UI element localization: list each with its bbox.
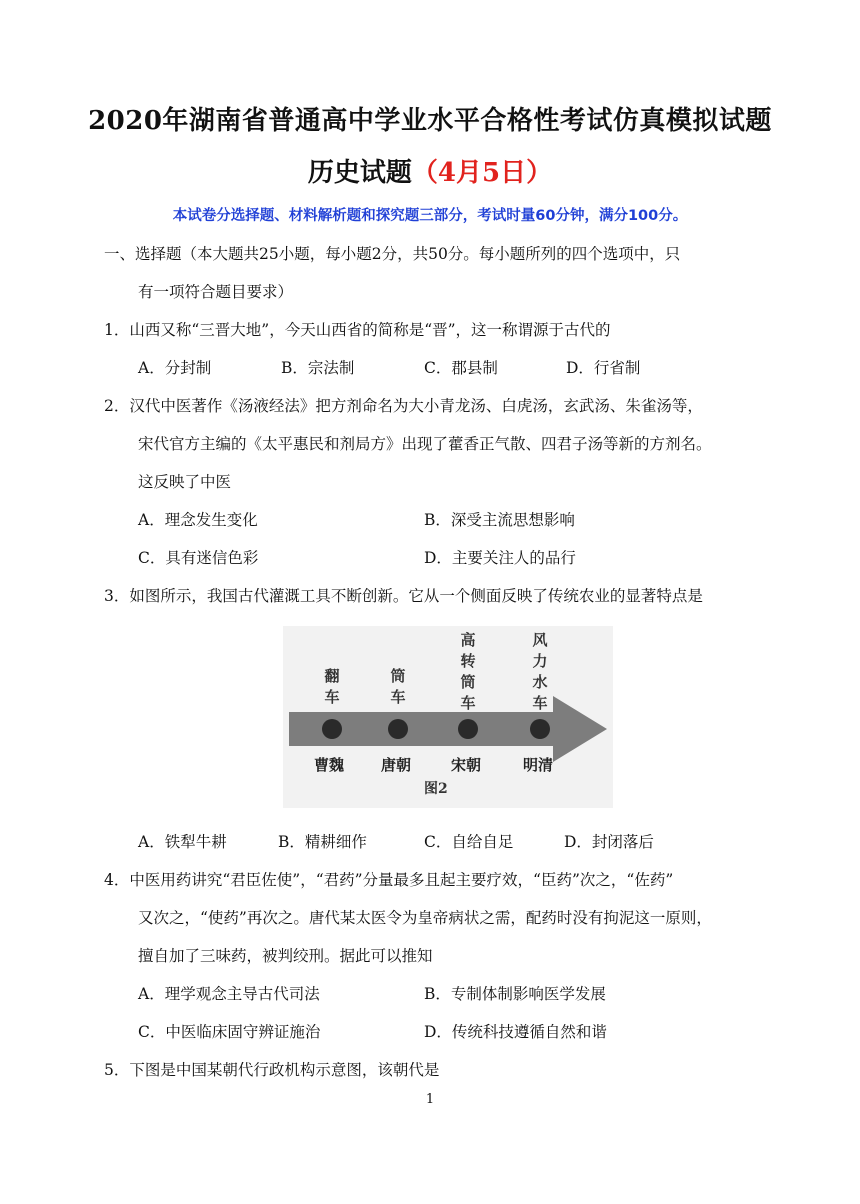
tool-label-1: 翻车 xyxy=(324,667,340,706)
question-2-option-a: A．理念发生变化 xyxy=(138,511,258,529)
timeline-arrow xyxy=(283,626,613,808)
tool-label-3: 高转筒车 xyxy=(460,631,476,712)
dynasty-label-1: 曹魏 xyxy=(314,756,345,774)
question-4-option-b: B．专制体制影响医学发展 xyxy=(424,985,606,1003)
question-2-option-c: C．具有迷信色彩 xyxy=(138,549,259,567)
question-4-stem-line1: 4．中医用药讲究“君臣佐使”，“君药”分量最多且起主要疗效，“臣药”次之，“佐药” xyxy=(104,871,674,889)
question-3-stem: 3．如图所示，我国古代灌溉工具不断创新。它从一个侧面反映了传统农业的显著特点是 xyxy=(104,587,703,605)
question-4-option-d: D．传统科技遵循自然和谐 xyxy=(424,1023,607,1041)
question-2-stem-line1: 2．汉代中医著作《汤液经法》把方剂命名为大小青龙汤、白虎汤，玄武汤、朱雀汤等， xyxy=(104,397,703,415)
subject-name: 历史试题 xyxy=(307,158,412,188)
question-5-stem: 5．下图是中国某朝代行政机构示意图，该朝代是 xyxy=(104,1061,440,1079)
question-3-option-b: B．精耕细作 xyxy=(278,833,367,851)
timeline-dot xyxy=(458,719,478,739)
question-2-option-b: B．深受主流思想影响 xyxy=(424,511,575,529)
question-4-stem-line3: 擅自加了三味药，被判绞刑。据此可以推知 xyxy=(138,947,433,965)
question-1-option-a: A．分封制 xyxy=(138,359,212,377)
dynasty-label-2: 唐朝 xyxy=(381,756,412,774)
timeline-dot xyxy=(530,719,550,739)
question-3-option-a: A．铁犁牛耕 xyxy=(138,833,227,851)
question-4-option-a: A．理学观念主导古代司法 xyxy=(138,985,320,1003)
question-3-option-c: C．自给自足 xyxy=(424,833,514,851)
question-1-option-c: C．郡县制 xyxy=(424,359,498,377)
timeline-dot xyxy=(388,719,408,739)
exam-title: 2020年湖南省普通高中学业水平合格性考试仿真模拟试题 xyxy=(88,106,772,136)
page-number: 1 xyxy=(425,1092,435,1107)
tool-label-2: 筒车 xyxy=(390,667,406,706)
dynasty-label-3: 宋朝 xyxy=(451,756,482,774)
subject-title xyxy=(0,152,860,189)
dynasty-label-4: 明清 xyxy=(523,756,554,774)
question-1-option-b: B．宗法制 xyxy=(281,359,355,377)
question-1-stem: 1．山西又称“三晋大地”，今天山西省的简称是“晋”，这一称谓源于古代的 xyxy=(104,321,611,339)
exam-date: （4月5日） xyxy=(411,158,553,188)
section-heading-line2: 有一项符合题目要求） xyxy=(138,283,294,301)
timeline-dot xyxy=(322,719,342,739)
question-4-stem-line2: 又次之，“使药”再次之。唐代某太医令为皇帝病状之需，配药时没有拘泥这一原则， xyxy=(138,909,712,927)
figure-caption: 图2 xyxy=(424,781,448,797)
question-2-stem-line3: 这反映了中医 xyxy=(138,473,232,491)
exam-note: 本试卷分选择题、材料解析题和探究题三部分，考试时量60分钟，满分100分。 xyxy=(172,208,688,224)
question-3-option-d: D．封闭落后 xyxy=(564,833,654,851)
irrigation-tools-figure xyxy=(283,626,613,808)
question-4-option-c: C．中医临床固守辨证施治 xyxy=(138,1023,321,1041)
question-1-option-d: D．行省制 xyxy=(566,359,641,377)
section-heading-line1: 一、选择题（本大题共25小题，每小题2分，共50分。每小题所列的四个选项中，只 xyxy=(104,245,681,263)
question-2-option-d: D．主要关注人的品行 xyxy=(424,549,576,567)
tool-label-4: 风力水车 xyxy=(532,631,548,712)
question-2-stem-line2: 宋代官方主编的《太平惠民和剂局方》出现了藿香正气散、四君子汤等新的方剂名。 xyxy=(138,435,712,453)
